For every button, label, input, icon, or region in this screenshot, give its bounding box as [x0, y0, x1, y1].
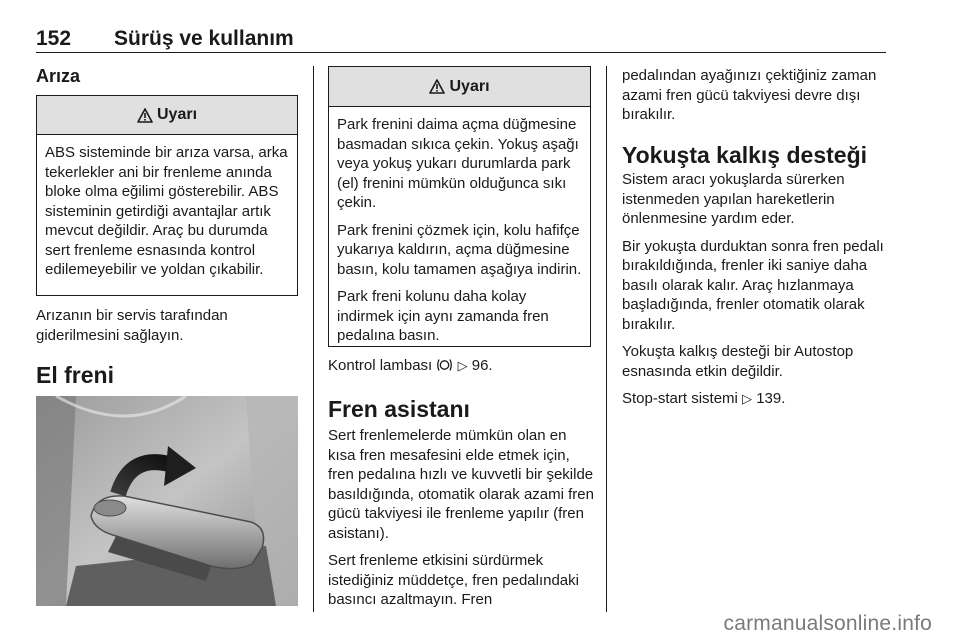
warning-label: Uyarı — [449, 77, 490, 95]
warning-label: Uyarı — [156, 106, 198, 123]
page-header-title: Sürüş ve kullanım — [114, 27, 294, 50]
paragraph-text: pedalından ayağınızı çektiğiniz zaman azami fren gücü takviyesi devre dışı bırakılır. — [622, 67, 877, 123]
stop-start-text: Stop-start sistemi — [622, 390, 738, 407]
stop-start-page: 139. — [756, 390, 786, 407]
yokusta-kalkis-text — [622, 170, 884, 409]
paragraph-text: Sert frenleme etkisini sürdürmek istediğiniz müddetçe, fren pedalındaki basıncı azaltmayın. Fren — [328, 552, 579, 608]
heading-fren-asistani: Fren asistanı — [328, 396, 470, 422]
fren-asistani-text — [328, 426, 598, 618]
heading-yokusta-kalkis: Yokuşta kalkış desteği — [622, 142, 868, 168]
column-divider-1 — [313, 66, 314, 612]
section-title-ariza: Arıza — [36, 66, 81, 86]
paragraph-text: Bir yokuşta durduktan sonra fren pedalı bırakıldığında, frenler iki saniye daha basılı olarak kalır. Araç hızlanmaya başladığında, frenler otomatik olarak bırakılır. — [622, 237, 884, 333]
heading-el-freni: El freni — [36, 362, 114, 388]
warning-text: ABS sisteminde bir arıza varsa, arka tekerlekler ani bir frenleme anında bloke olma eğilimi gösterebilir. ABS sisteminin getirdiği avantajlar artık mevcut değildir. Araç bu durumda sert frenleme esnasında kontrol edilemeyebilir ve yoldan çıkabilir. — [45, 144, 288, 278]
warning-triangle-icon — [429, 79, 445, 94]
warning-paragraph: Park freni kolunu daha kolay indirmek için aynı zamanda fren pedalına basın. — [337, 288, 549, 344]
paragraph-text: Arızanın bir servis tarafından giderilmesini sağlayın. — [36, 307, 228, 344]
warning-box-header — [37, 96, 297, 135]
service-paragraph — [36, 306, 298, 353]
control-lamp-page: 96. — [471, 357, 493, 374]
page-number: 152 — [36, 27, 72, 50]
paragraph-text: Yokuşta kalkış desteği bir Autostop esnasında etkin değildir. — [622, 343, 854, 380]
page-reference-arrow-icon: ▷ — [457, 358, 468, 373]
stop-start-reference — [622, 389, 884, 409]
paragraph-text: Sert frenlemelerde mümkün olan en kısa fren mesafesini elde etmek için, fren pedalına hızlı ve kuvvetli bir şekilde basıldığında, otomatik olarak azami fren gücü takviyesi ile frenleme yapılır (fren asistanı). — [328, 427, 594, 542]
control-lamp-line — [328, 356, 591, 376]
brake-warning-lamp-icon — [436, 358, 453, 372]
warning-triangle-icon — [137, 108, 153, 123]
continuation-text — [622, 66, 882, 133]
warning-paragraph: Park frenini daima açma düğmesine basmadan sıkıca çekin. Yokuş aşağı veya yokuş yukarı durumlarda park (el) frenini mümkün olduğunca sıkı çekin. — [337, 116, 579, 211]
handbrake-image — [36, 396, 298, 606]
control-lamp-text: Kontrol lambası — [328, 357, 433, 374]
warning-box-header — [329, 67, 590, 107]
watermark: carmanualsonline.info — [723, 612, 932, 635]
handbrake-illustration — [36, 396, 298, 606]
warning-box-parking — [328, 66, 591, 347]
paragraph-text: Sistem aracı yokuşlarda sürerken istenmeden yapılan hareketlerin önlenmesine yardım eder. — [622, 171, 845, 227]
header-rule — [36, 52, 886, 53]
column-divider-2 — [606, 66, 607, 612]
warning-box-body — [37, 135, 297, 280]
warning-box-abs — [36, 95, 298, 296]
page-reference-arrow-icon: ▷ — [742, 391, 753, 406]
warning-box-body — [329, 107, 590, 346]
warning-paragraph: Park frenini çözmek için, kolu hafifçe yukarıya kaldırın, açma düğmesine basın, kolu tamamen aşağıya indirin. — [337, 221, 582, 278]
